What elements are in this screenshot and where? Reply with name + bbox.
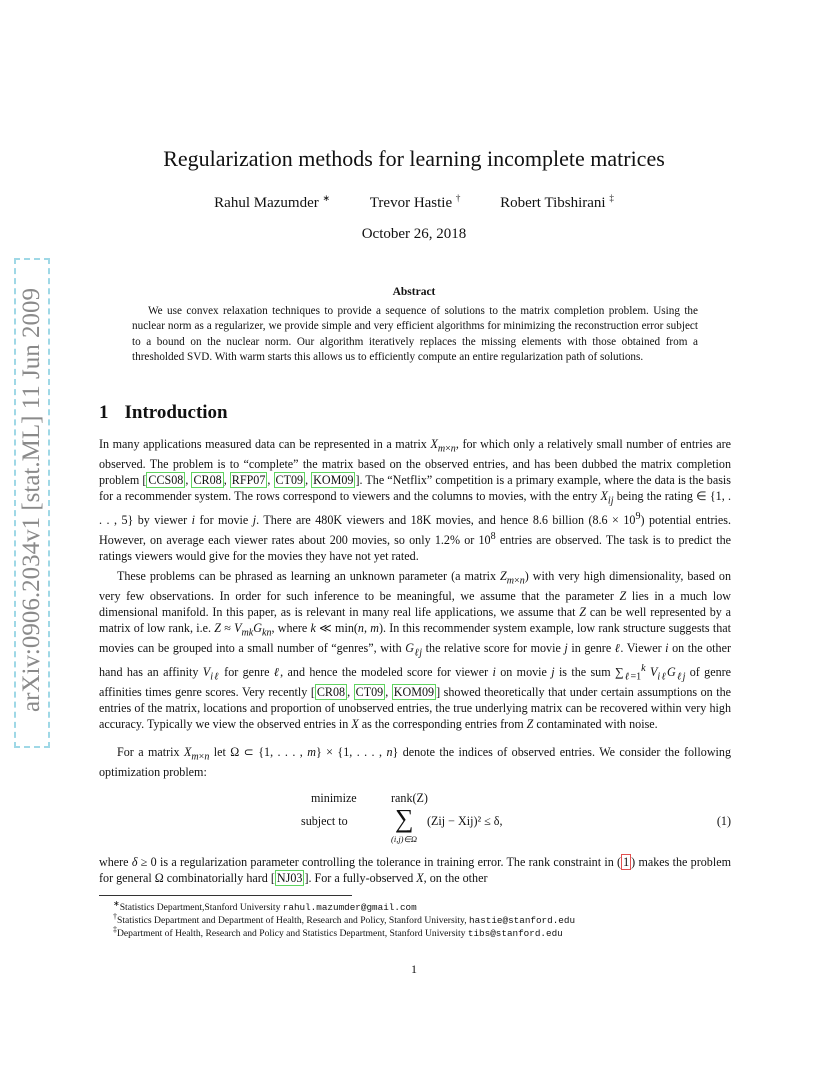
section-heading xyxy=(99,402,228,424)
footnote-2: †Statistics Department and Department of Health, Research and Policy, Stanford University, hastie@stanford.edu xyxy=(113,912,576,927)
summation-index: (i,j)∈Ω xyxy=(391,834,418,844)
citation-link[interactable]: CR08 xyxy=(193,473,222,487)
author-mark: † xyxy=(455,193,461,203)
author-mark: ‡ xyxy=(609,193,614,203)
footnote-text: Statistics Department,Stanford University xyxy=(119,902,283,914)
paragraph-3: For a matrix $X_{m\times n}$ let Ω ⊂ {1, . . . , m} × {1, . . . , n} denote the indices of observed entries. We consider the following optimization problem: xyxy=(99,745,732,780)
summation-symbol: ∑ xyxy=(395,804,414,833)
citation-link[interactable]: KOM09 xyxy=(313,473,354,487)
footnote-text: Statistics Department and Department of Health, Research and Policy, Stanford University, xyxy=(117,915,470,927)
citation-link[interactable]: NJ03 xyxy=(276,870,303,885)
citation-link[interactable]: CT09 xyxy=(275,473,304,487)
equation-1 xyxy=(99,788,731,848)
equation-subject-to-label: subject to xyxy=(301,814,348,828)
footnote-3: ‡Department of Health, Research and Policy and Statistics Department, Stanford University tibs@stanford.edu xyxy=(113,925,563,940)
author-name: Rahul Mazumder xyxy=(214,195,319,211)
citation-link[interactable]: KOM09 xyxy=(393,685,435,700)
equation-constraint: (Zij − Xij)² ≤ δ, xyxy=(427,814,503,828)
page-number: 1 xyxy=(411,962,417,976)
author-3 xyxy=(500,195,614,211)
abstract-text: We use convex relaxation techniques to provide a sequence of solutions to the matrix completion problem. Using the nuclear norm as a regularizer, we provide simple and very efficient algorithms for minimizing the reconstruction error subject to a bound on the nuclear norm. Our algorithm iteratively replaces the missing elements with those obtained from a thresholded SVD. With warm starts this allows us to efficiently compute an entire regularization path of solutions. xyxy=(132,305,698,364)
footnote-1: ∗Statistics Department,Stanford University rahul.mazumder@gmail.com xyxy=(113,899,417,914)
author-name: Trevor Hastie xyxy=(369,195,453,211)
footnote-text: Department of Health, Research and Policy and Statistics Department, Stanford University xyxy=(117,928,468,940)
author-name: Robert Tibshirani xyxy=(500,195,606,211)
citation-link[interactable]: CCS08 xyxy=(148,473,184,487)
abstract-heading: Abstract xyxy=(392,286,436,298)
footnote-rule xyxy=(99,895,352,896)
author-list xyxy=(0,193,828,212)
author-2 xyxy=(370,195,461,211)
paragraph-2: These problems can be phrased as learning an unknown parameter (a matrix $Z_{m\times n}$) with very high dimensionality, based on very few observations. In order for such inference to be meaningful, we assume that the parameter Z lies in a much low dimensional manifold. In this paper, as is relevant in many real life applications, we assume that Z can be well represented by a matrix of low rank, i.e. $Z \approx V_{mk}G_{kn}$, where k ≪ min(n, m). In this recommender system example, low rank structure suggests that movies can be grouped into a small number of “genres”, with $G_{\ell j}$ the relative score for movie j in genre ℓ. Viewer i on the other hand has an affinity $V_{i\ell}$ for genre ℓ, and hence the modeled score for viewer i on movie j is the sum $\sum_{\ell=1}^k$ $V_{i\ell}G_{\ell j}$ of genre affinities times genre scores. Very recently [ CR08 , CT09 , KOM09 ] showed theoretically that under certain assumptions on the entries of the matrix, locations and proportion of unobserved entries, the true underlying matrix can be recovered within very high accuracy. Typically we view the observed entries in X as the corresponding entries from Z contaminated with noise. xyxy=(99,569,732,732)
footnote-email: rahul.mazumder@gmail.com xyxy=(282,902,417,914)
equation-objective: rank(Z) xyxy=(391,791,428,805)
equation-reference-link[interactable]: 1 xyxy=(623,855,630,869)
paper-title: Regularization methods for learning incomplete matrices xyxy=(163,146,665,171)
equation-minimize-label: minimize xyxy=(311,791,357,805)
author-mark: ∗ xyxy=(322,193,331,203)
section-number: 1 xyxy=(99,402,109,423)
section-title: Introduction xyxy=(124,402,228,423)
citation-link[interactable]: CR08 xyxy=(316,685,346,700)
arxiv-identifier[interactable]: arXiv:0906.2034v1 [stat.ML] 11 Jun 2009 xyxy=(18,287,45,713)
citation-link[interactable]: CT09 xyxy=(355,685,384,700)
footnote-email: tibs@stanford.edu xyxy=(467,928,563,940)
author-1 xyxy=(214,195,330,211)
equation-number: (1) xyxy=(716,814,731,828)
citation-link[interactable]: RFP07 xyxy=(231,473,266,487)
footnote-email: hastie@stanford.edu xyxy=(469,915,576,927)
paragraph-4: where δ ≥ 0 is a regularization parameter controlling the tolerance in training error. The rank constraint in ( 1 ) makes the problem for general Ω combinatorially hard [ NJ03 ]. For a fully-observed X, on the other xyxy=(99,855,731,885)
paper-date: October 26, 2018 xyxy=(361,226,467,242)
paragraph-1: In many applications measured data can be represented in a matrix $X_{m\times n}$, for which only a relatively small number of entries are observed. The problem is to “complete” the matrix based on the observed entries, and has been dubbed the matrix completion problem [ CCS08 , CR08 , RFP07 , CT09 , KOM09 ]. The “Netflix” competition is a primary example, where the data is the basis for a recommender system. The rows correspond to viewers and the columns to movies, with the entry $X_{ij}$ being the rating ∈ {1, . . . , 5} by viewer i for movie j. There are 480K viewers and 18K movies, and hence 8.6 billion $(8.6 \times 10^9)$ potential entries. However, on average each viewer rates about 200 movies, so only 1.2% or $10^8$ entries are observed. The task is to predict the ratings viewers would give for the movies they have not yet rated. xyxy=(99,437,732,563)
